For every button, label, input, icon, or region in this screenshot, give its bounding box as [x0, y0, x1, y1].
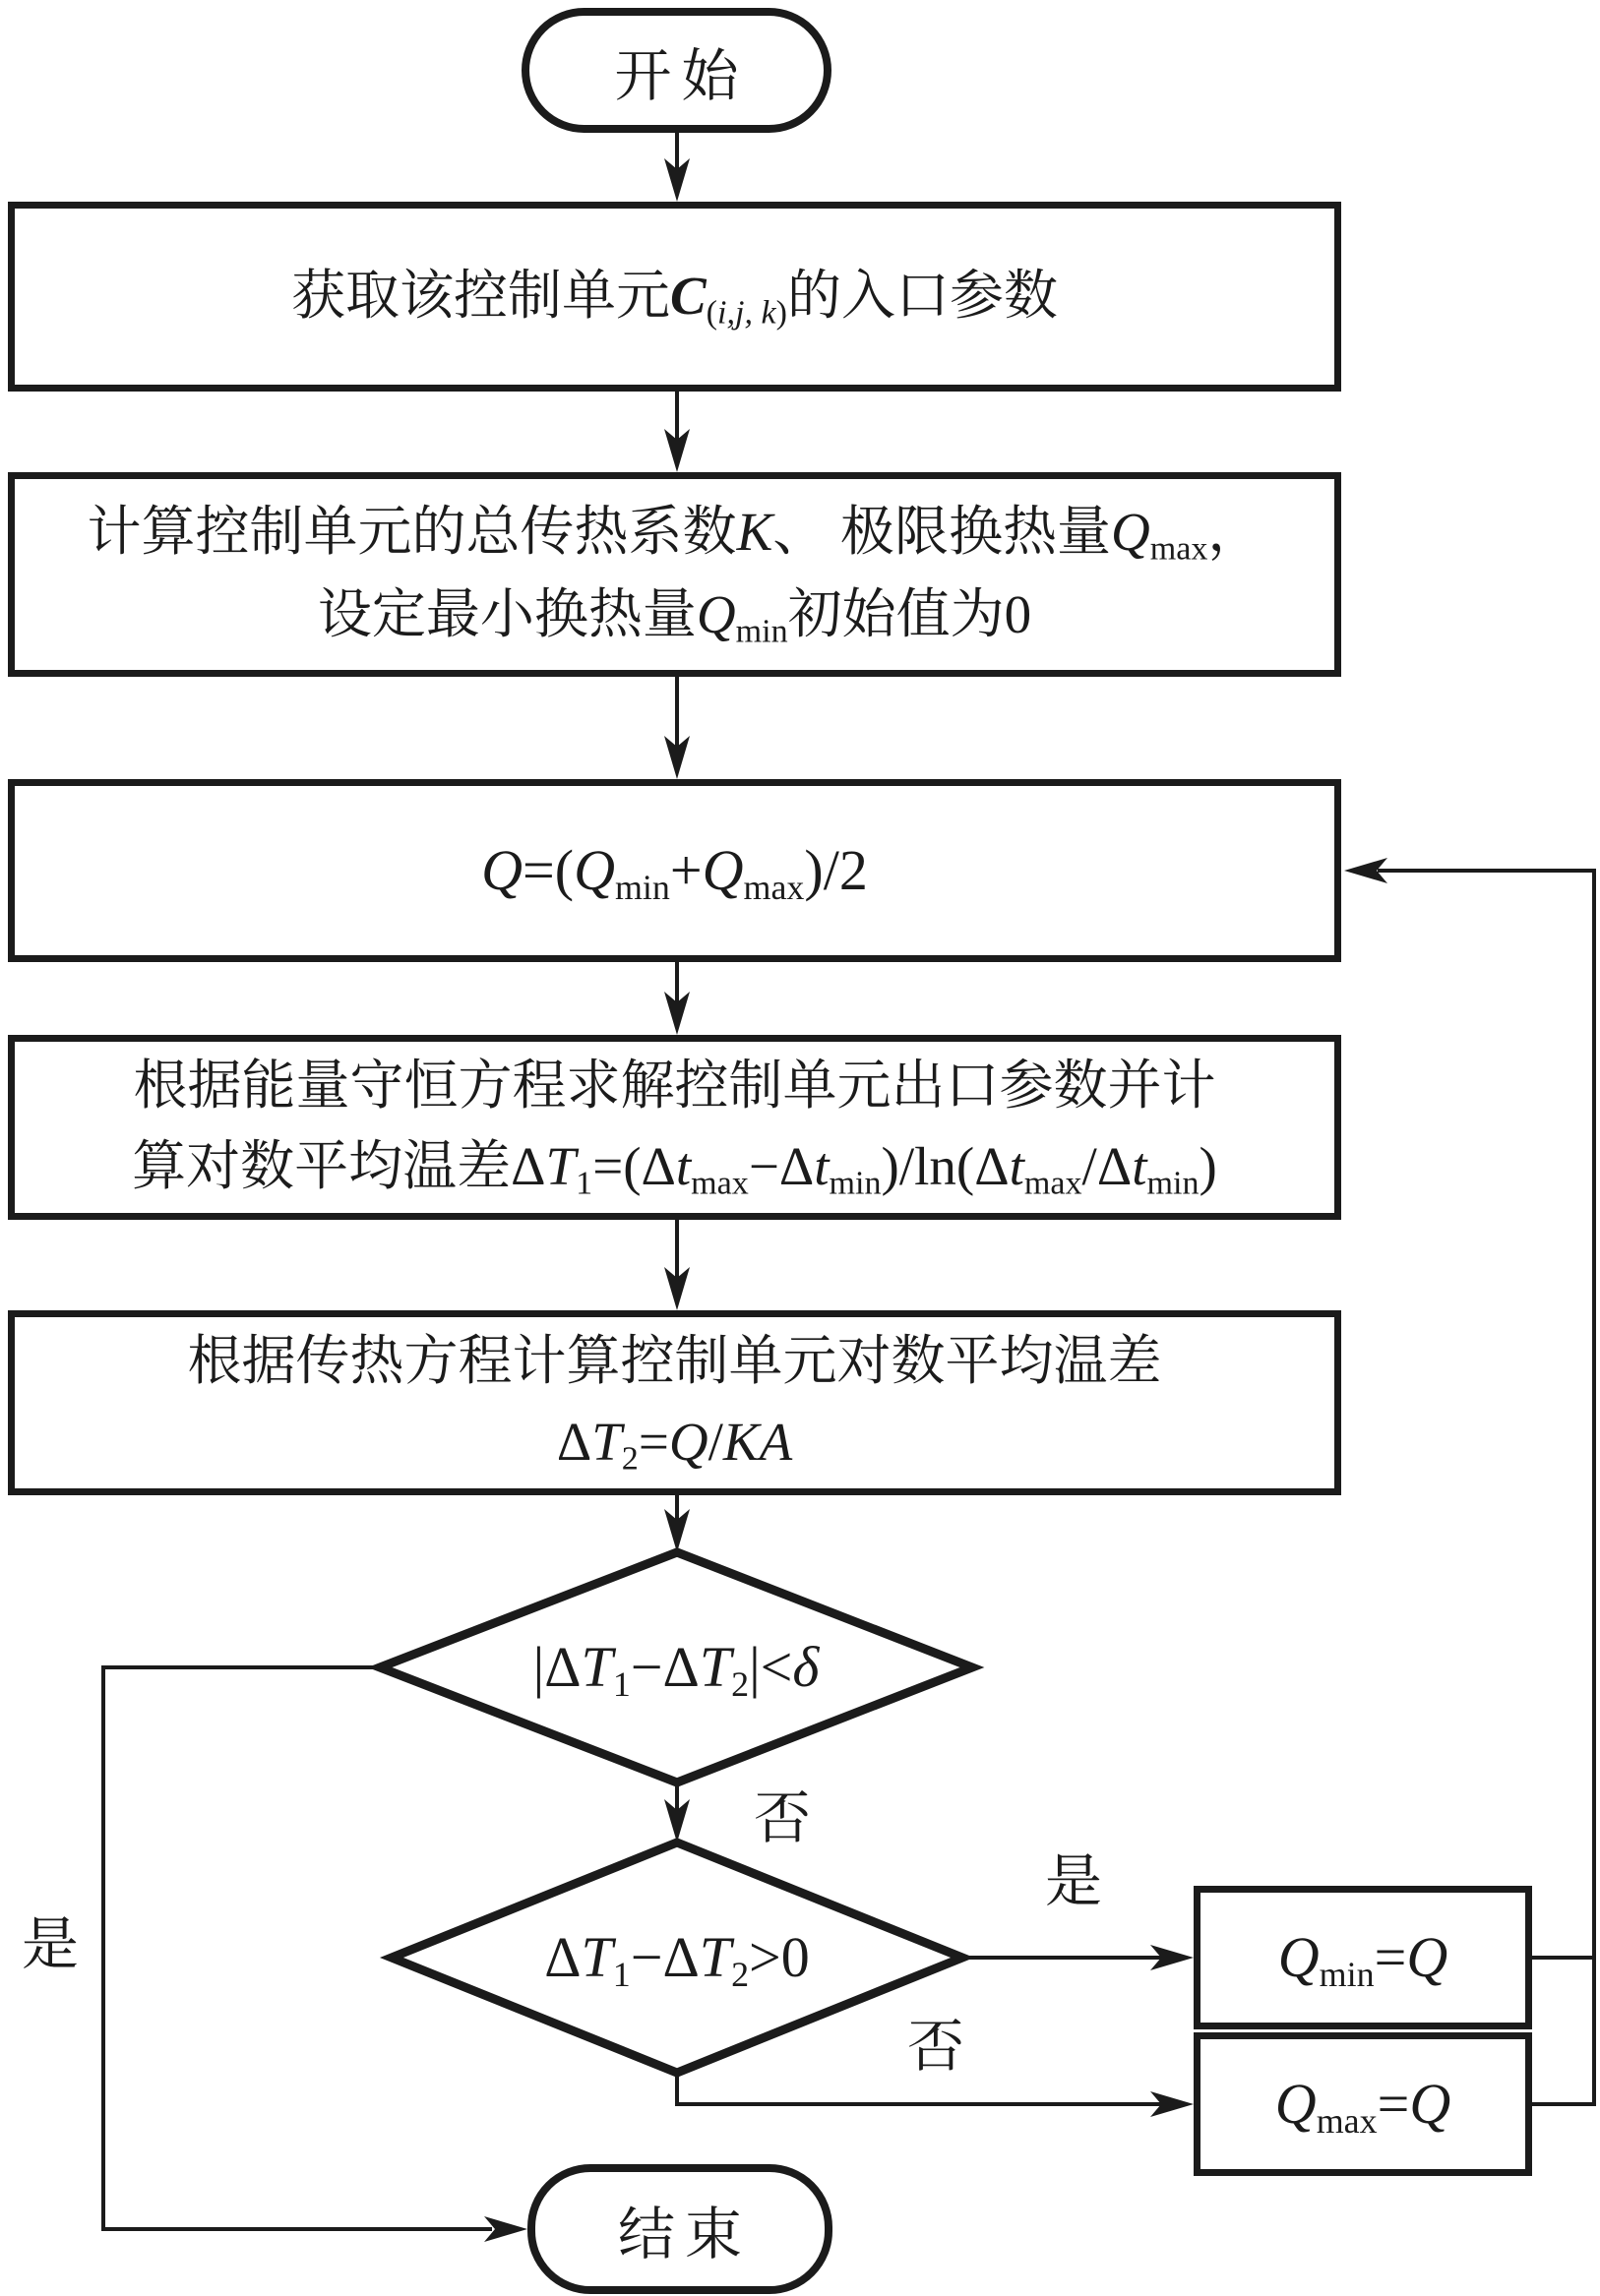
- energy-box: [8, 1035, 1341, 1220]
- branch-label-yes-sign: 是: [1045, 1849, 1103, 1913]
- get-params-text: 获取该控制单元C(i,j, k)的入口参数: [290, 265, 1059, 332]
- init-box: [8, 472, 1341, 677]
- init-text-line2: 设定最小换热量Qmin初始值为0: [317, 584, 1032, 650]
- qmin-assign-formula: Qmin=Q: [1277, 1924, 1448, 1994]
- branch-label-no-sign: 否: [907, 2015, 965, 2079]
- get-params-box: [8, 202, 1341, 392]
- decision-sign-text: ΔT1−ΔT2>0: [544, 1924, 810, 1994]
- transfer-box: [8, 1310, 1341, 1495]
- bisect-box: [8, 779, 1341, 962]
- end-node: [527, 2164, 832, 2294]
- energy-text-line2: 算对数平均温差ΔT1=(Δtmax−Δtmin)/ln(Δtmax/Δtmin): [132, 1136, 1217, 1202]
- branch-label-yes-converged: 是: [22, 1912, 80, 1976]
- branch-label-no-converged: 否: [754, 1786, 812, 1850]
- energy-text-line1: 根据能量守恒方程求解控制单元出口参数并计: [133, 1055, 1216, 1116]
- qmin-assign-box: [1194, 1886, 1532, 2029]
- transfer-text-line2: ΔT2=Q/KA: [556, 1412, 793, 1478]
- qmax-assign-box: [1194, 2032, 1532, 2176]
- end-label: 结束: [617, 2203, 752, 2266]
- transfer-text-line1: 根据传热方程计算控制单元对数平均温差: [187, 1330, 1162, 1391]
- qmax-assign-formula: Qmax=Q: [1274, 2071, 1451, 2141]
- init-text-line1: 计算控制单元的总传热系数K、 极限换热量Qmax，: [87, 502, 1262, 568]
- start-label: 开始: [614, 43, 749, 108]
- start-node: [522, 8, 831, 133]
- decision-converged-text: |ΔT1−ΔT2|<δ: [532, 1634, 820, 1704]
- bisect-formula: Q=(Qmin+Qmax)/2: [481, 837, 868, 907]
